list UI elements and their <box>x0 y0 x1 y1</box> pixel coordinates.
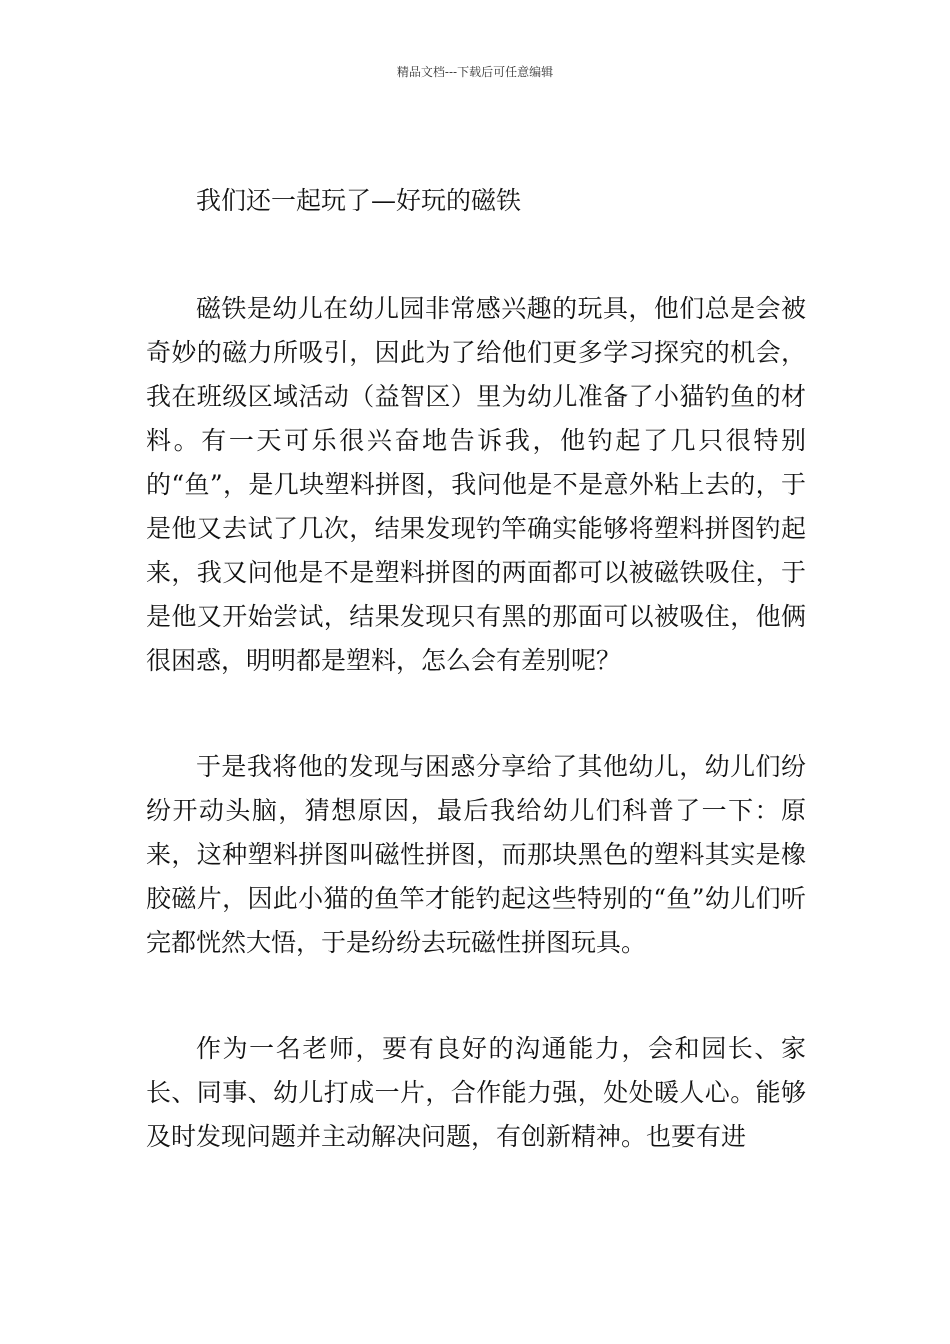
document-body <box>146 179 806 1159</box>
paragraph-magnet-story: 磁铁是幼儿在幼儿园非常感兴趣的玩具，他们总是会被奇妙的磁力所吸引，因此为了给他们更多学习探究的机会，我在班级区域活动（益智区）里为幼儿准备了小猫钓鱼的材料。有一天可乐很兴奋地告诉我，他钓起了几只很特别的“鱼”，是几块塑料拼图，我问他是不是意外粘上去的，于是他又去试了几次，结果发现钓竿确实能够将塑料拼图钓起来，我又问他是不是塑料拼图的两面都可以被磁铁吸住，于是他又开始尝试，结果发现只有黑的那面可以被吸住，他俩很困惑，明明都是塑料，怎么会有差别呢？ <box>146 294 806 675</box>
paragraph-gap <box>146 965 806 1027</box>
page-header: 精品文档---下载后可任意编辑 <box>396 65 554 79</box>
paragraph-gap <box>146 223 806 287</box>
paragraph-subtitle: 我们还一起玩了—好玩的磁铁 <box>196 186 522 215</box>
paragraph-explanation: 于是我将他的发现与困惑分享给了其他幼儿，幼儿们纷纷开动头脑，猜想原因，最后我给幼儿们科普了一下：原来，这种塑料拼图叫磁性拼图，而那块黑色的塑料其实是橡胶磁片，因此小猫的鱼竿才能钓起这些特别的“鱼”幼儿们听完都恍然大悟，于是纷纷去玩磁性拼图玩具。 <box>146 752 806 957</box>
paragraph-teacher-reflection: 作为一名老师，要有良好的沟通能力，会和园长、家长、同事、幼儿打成一片，合作能力强，处处暖人心。能够及时发现问题并主动解决问题，有创新精神。也要有进 <box>146 1034 806 1151</box>
paragraph-gap <box>146 683 806 745</box>
